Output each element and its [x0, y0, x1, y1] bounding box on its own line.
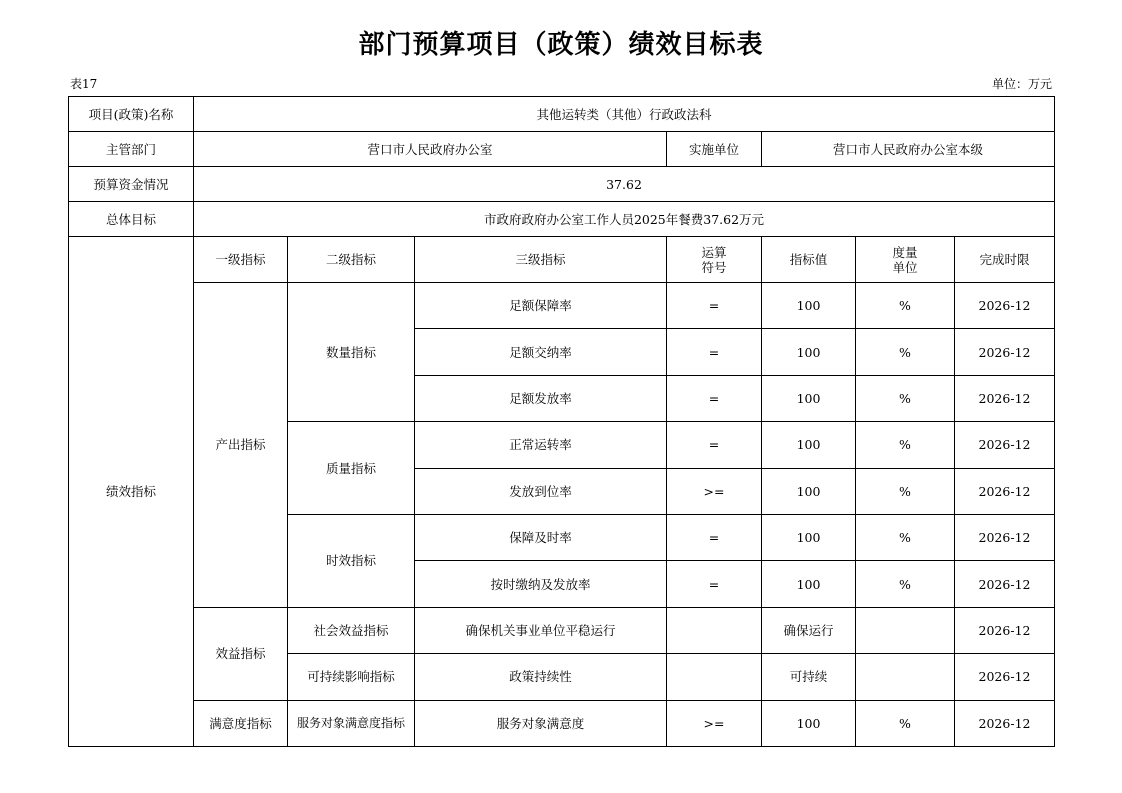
value-cell: 确保运行	[762, 607, 856, 653]
table-row	[69, 97, 1055, 132]
operator-cell	[667, 654, 762, 700]
operator-cell: =	[667, 514, 762, 560]
unit-cell: %	[856, 468, 955, 514]
deadline-cell: 2026-12	[955, 561, 1055, 607]
header-level3: 三级指标	[415, 237, 667, 283]
table-row	[69, 283, 1055, 329]
impl-unit-label: 实施单位	[667, 132, 762, 167]
operator-cell	[667, 607, 762, 653]
value-cell: 100	[762, 700, 856, 746]
deadline-cell: 2026-12	[955, 700, 1055, 746]
level3-cell: 确保机关事业单位平稳运行	[415, 607, 667, 653]
unit-cell: %	[856, 514, 955, 560]
page-title: 部门预算项目（政策）绩效目标表	[358, 30, 764, 60]
deadline-cell: 2026-12	[955, 329, 1055, 375]
header-deadline: 完成时限	[955, 237, 1055, 283]
operator-cell: =	[667, 561, 762, 607]
level3-cell: 按时缴纳及发放率	[415, 561, 667, 607]
level3-cell: 足额交纳率	[415, 329, 667, 375]
impl-unit-value: 营口市人民政府办公室本级	[762, 132, 1055, 167]
unit-cell: %	[856, 422, 955, 468]
operator-cell: >=	[667, 468, 762, 514]
budget-label: 预算资金情况	[69, 167, 194, 202]
level3-cell: 足额发放率	[415, 375, 667, 421]
value-cell: 100	[762, 283, 856, 329]
header-row	[69, 237, 1055, 283]
level3-cell: 发放到位率	[415, 468, 667, 514]
project-name-label: 项目(政策)名称	[69, 97, 194, 132]
operator-cell: >=	[667, 700, 762, 746]
perf-label: 绩效指标	[69, 237, 194, 747]
table-row	[69, 607, 1055, 653]
level1-output: 产出指标	[194, 283, 288, 608]
header-operator-line1: 运算	[701, 244, 727, 260]
level3-cell: 正常运转率	[415, 422, 667, 468]
operator-cell: =	[667, 329, 762, 375]
level2-sustain: 可持续影响指标	[288, 654, 415, 700]
level2-quantity: 数量指标	[288, 283, 415, 422]
level2-timeliness: 时效指标	[288, 514, 415, 607]
value-cell: 100	[762, 375, 856, 421]
value-cell: 100	[762, 329, 856, 375]
value-cell: 100	[762, 514, 856, 560]
header-value: 指标值	[762, 237, 856, 283]
deadline-cell: 2026-12	[955, 654, 1055, 700]
unit-cell: %	[856, 283, 955, 329]
operator-cell: =	[667, 283, 762, 329]
project-name-value: 其他运转类（其他）行政政法科	[194, 97, 1055, 132]
level3-cell: 政策持续性	[415, 654, 667, 700]
level2-quality: 质量指标	[288, 422, 415, 515]
header-operator	[667, 237, 762, 283]
header-level2: 二级指标	[288, 237, 415, 283]
header-unit-line1: 度量	[892, 244, 918, 260]
deadline-cell: 2026-12	[955, 468, 1055, 514]
unit-cell: %	[856, 329, 955, 375]
header-unit-line2: 单位	[892, 259, 918, 275]
table-row	[69, 132, 1055, 167]
table-row	[69, 700, 1055, 746]
level2-service: 服务对象满意度指标	[288, 700, 415, 746]
unit-cell	[856, 607, 955, 653]
goal-value: 市政府政府办公室工作人员2025年餐费37.62万元	[194, 202, 1055, 237]
dept-label: 主管部门	[69, 132, 194, 167]
level1-benefit: 效益指标	[194, 607, 288, 700]
level2-social: 社会效益指标	[288, 607, 415, 653]
value-cell: 100	[762, 468, 856, 514]
header-level1: 一级指标	[194, 237, 288, 283]
deadline-cell: 2026-12	[955, 375, 1055, 421]
unit-cell: %	[856, 561, 955, 607]
level3-cell: 服务对象满意度	[415, 700, 667, 746]
operator-cell: =	[667, 422, 762, 468]
table-row	[69, 167, 1055, 202]
value-cell: 可持续	[762, 654, 856, 700]
goal-label: 总体目标	[69, 202, 194, 237]
table-number: 表17	[70, 77, 98, 91]
unit-cell	[856, 654, 955, 700]
deadline-cell: 2026-12	[955, 283, 1055, 329]
deadline-cell: 2026-12	[955, 514, 1055, 560]
deadline-cell: 2026-12	[955, 422, 1055, 468]
table-row	[69, 202, 1055, 237]
deadline-cell: 2026-12	[955, 607, 1055, 653]
header-operator-line2: 符号	[701, 259, 727, 275]
level1-satisfaction: 满意度指标	[194, 700, 288, 746]
header-unit	[856, 237, 955, 283]
level3-cell: 保障及时率	[415, 514, 667, 560]
budget-value: 37.62	[194, 167, 1055, 202]
unit-cell: %	[856, 375, 955, 421]
value-cell: 100	[762, 422, 856, 468]
operator-cell: =	[667, 375, 762, 421]
value-cell: 100	[762, 561, 856, 607]
unit-label: 单位：万元	[991, 77, 1052, 91]
level3-cell: 足额保障率	[415, 283, 667, 329]
dept-value: 营口市人民政府办公室	[194, 132, 667, 167]
unit-cell: %	[856, 700, 955, 746]
performance-table	[68, 96, 1055, 747]
